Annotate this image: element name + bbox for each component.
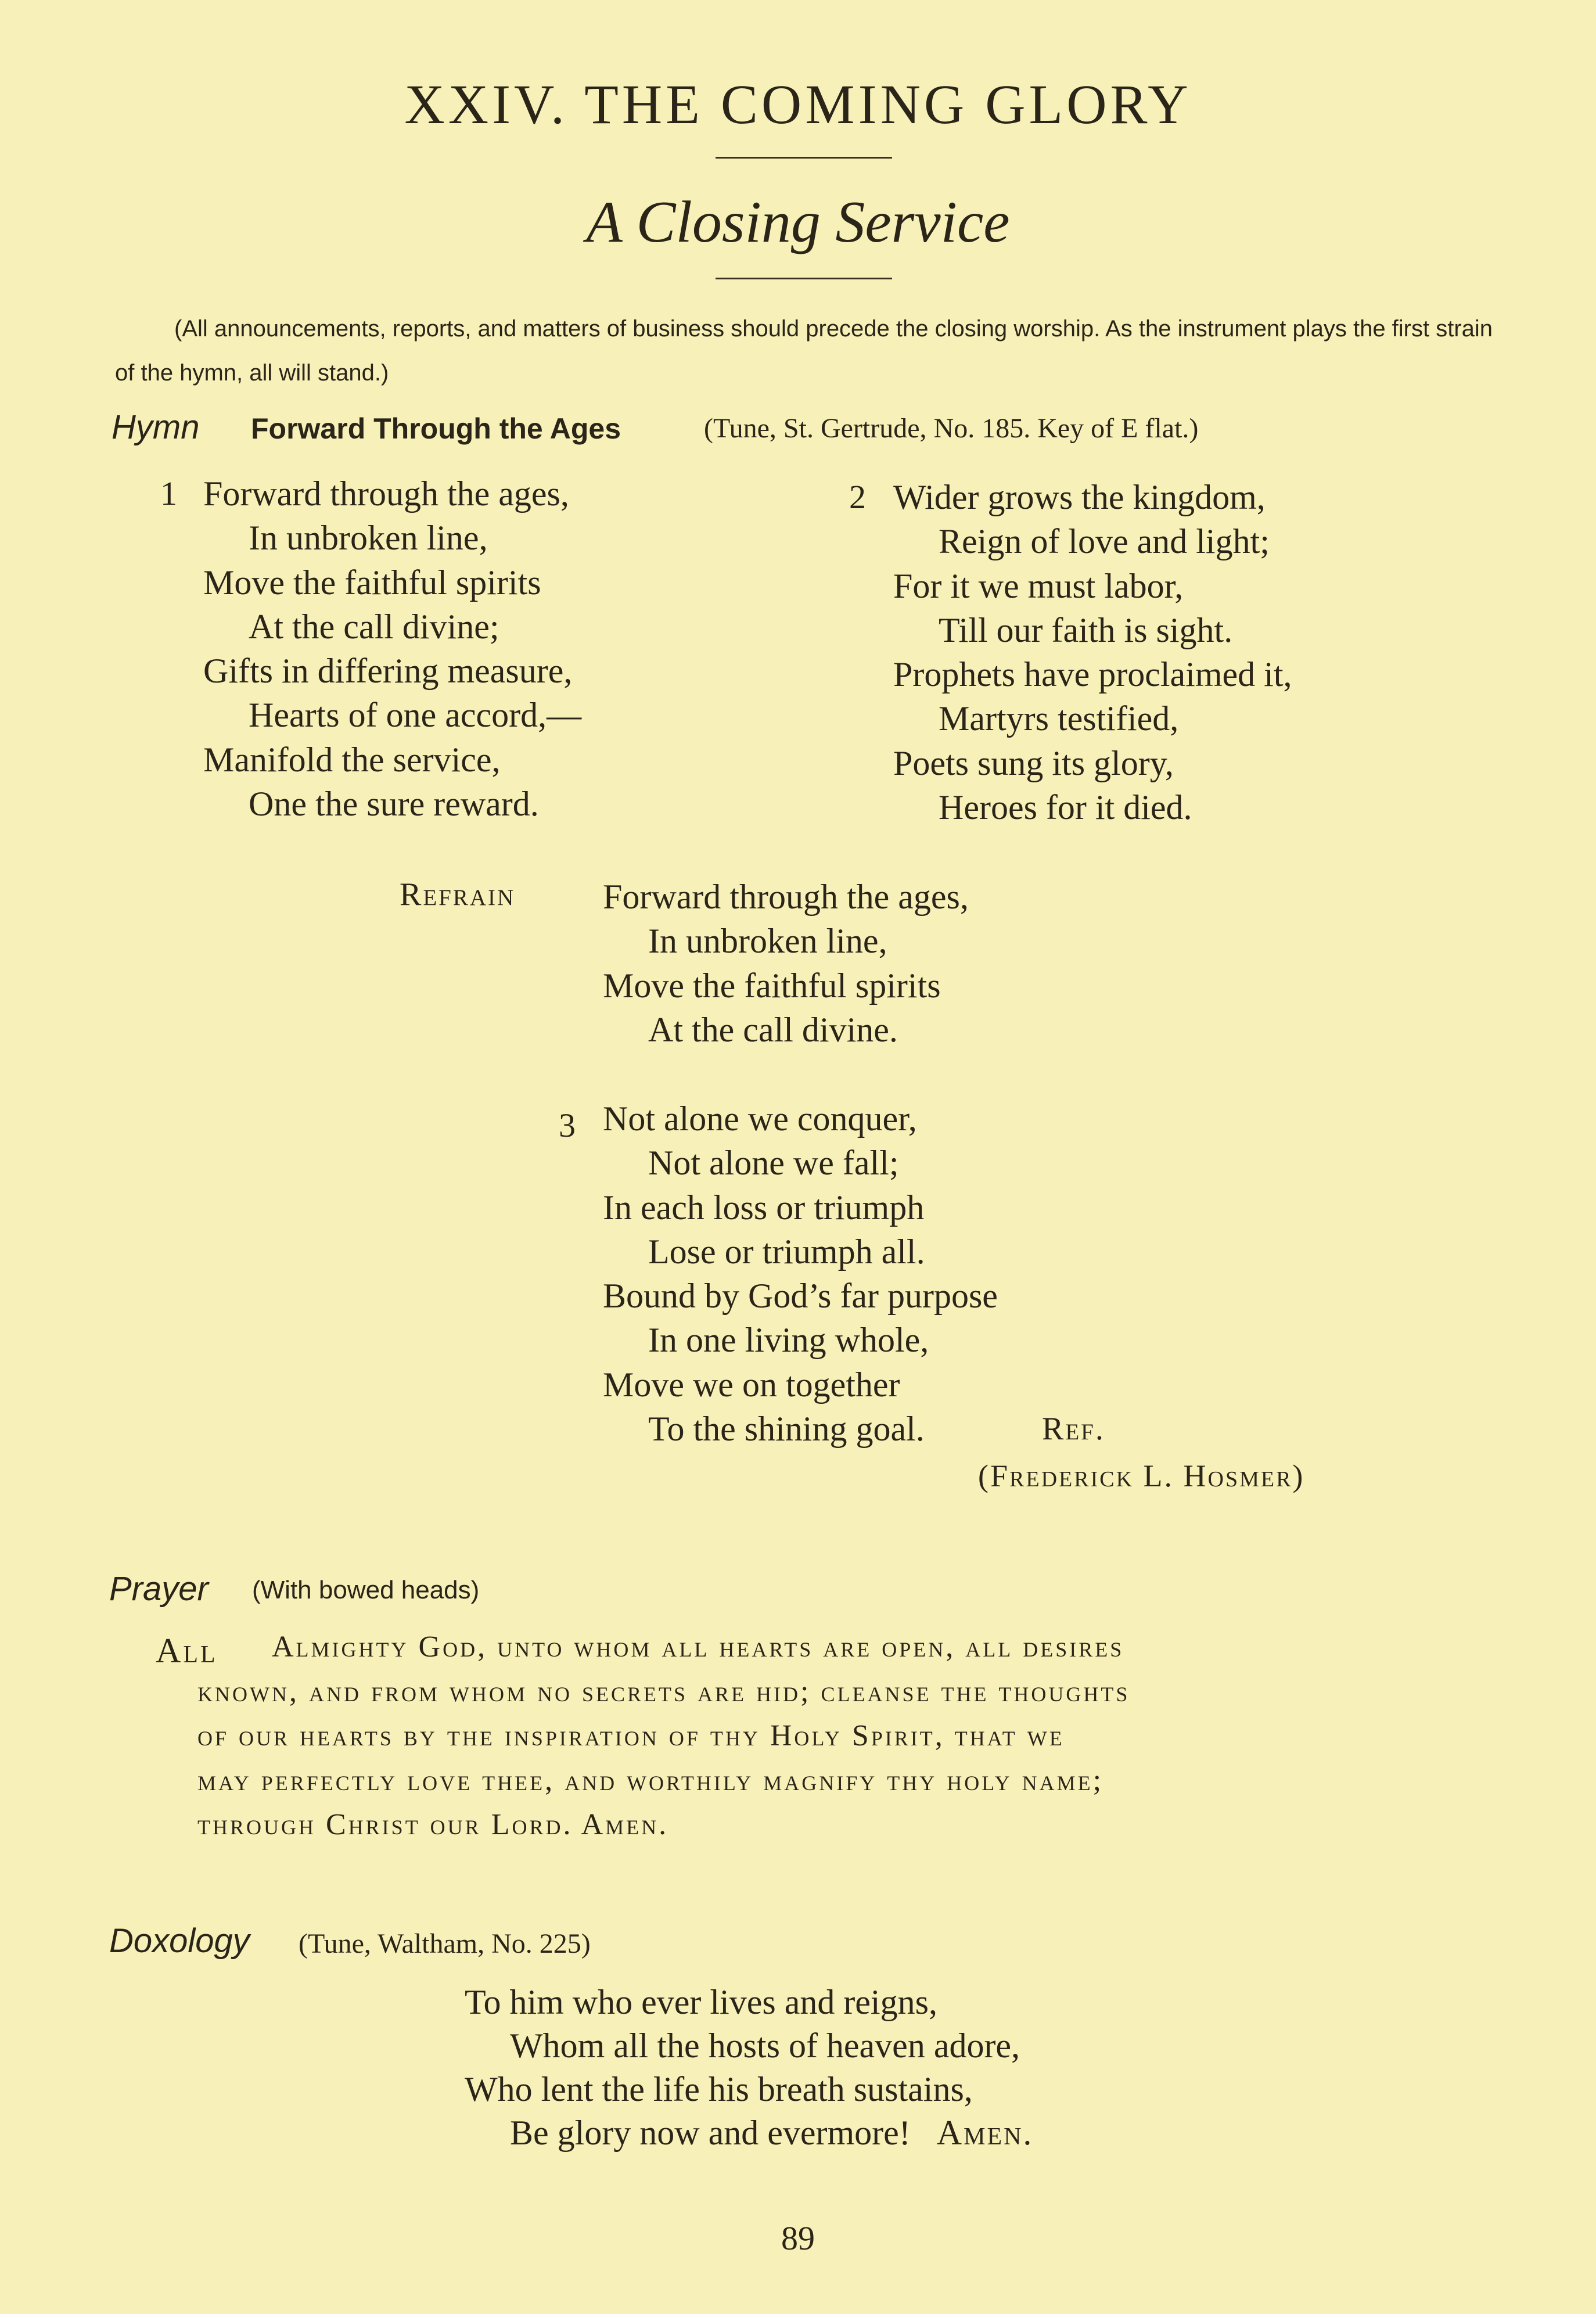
doxology-tune: (Tune, Waltham, No. 225) (299, 1928, 591, 1959)
verse-line: Till our faith is sight. (939, 610, 1233, 649)
refrain-line: Forward through the ages, (603, 878, 969, 916)
verse-line: Move the faithful spirits (203, 563, 541, 602)
verse-line: Forward through the ages, (203, 475, 569, 513)
verse-2 (893, 475, 1292, 829)
prayer-line: through Christ our Lord. Amen. (197, 1808, 669, 1841)
hymn-tune: (Tune, St. Gertrude, No. 185. Key of E flat.) (704, 413, 1199, 444)
verse-line: Wider grows the kingdom, (893, 478, 1266, 516)
verse-line: Hearts of one accord,— (249, 696, 582, 735)
subtitle-rule (716, 278, 892, 279)
verse-line: Lose or triumph all. (648, 1232, 925, 1271)
verse-line: Move we on together (603, 1365, 900, 1404)
hymn-label: Hymn (112, 408, 200, 446)
prayer-line: of our hearts by the inspiration of thy Holy Spirit, that we (197, 1719, 1065, 1752)
page-title: XXIV. THE COMING GLORY (404, 73, 1192, 135)
verse-line: In one living whole, (648, 1321, 929, 1360)
prayer-note: (With bowed heads) (252, 1576, 480, 1604)
prayer-heading (109, 1565, 209, 1622)
doxology-label: Doxology (109, 1922, 250, 1960)
verse-line: In unbroken line, (249, 519, 488, 558)
doxology-verse (465, 1981, 1033, 2155)
prayer-speaker: All (156, 1632, 218, 1670)
verse-3-number: 3 (559, 1106, 576, 1144)
title-rule (716, 157, 892, 159)
doxology-line: Whom all the hosts of heaven adore, (510, 2026, 1020, 2065)
verse-1 (203, 472, 581, 826)
prayer-text (197, 1625, 1539, 1848)
hymn-author: (Frederick L. Hosmer) (978, 1458, 1305, 1493)
refrain (603, 875, 969, 1052)
verse-line: Martyrs testified, (939, 699, 1179, 738)
verse-line: In each loss or triumph (603, 1188, 925, 1227)
verse-line: Not alone we conquer, (603, 1099, 917, 1138)
page-number: 89 (781, 2219, 815, 2257)
service-subtitle: A Closing Service (586, 189, 1010, 255)
doxology-amen: Amen. (936, 2114, 1034, 2152)
verse-3 (603, 1097, 998, 1451)
verse-1-number: 1 (160, 475, 177, 512)
doxology-line: Be glory now and evermore! (510, 2114, 911, 2152)
verse-line: Bound by God’s far purpose (603, 1277, 998, 1316)
verse-line: Gifts in differing measure, (203, 652, 573, 691)
verse-line: Manifold the service, (203, 740, 501, 779)
hymn-heading (112, 403, 199, 461)
verse-line: At the call divine; (249, 607, 499, 646)
doxology-last-line-wrap (465, 2111, 1033, 2155)
verse-2-number: 2 (849, 478, 866, 516)
refrain-line: In unbroken line, (648, 922, 887, 961)
verse-line: For it we must labor, (893, 566, 1184, 605)
verse-line: Heroes for it died. (939, 788, 1192, 827)
verse-line: Reign of love and light; (939, 522, 1270, 561)
prayer-line: known, and from whom no secrets are hid; cleanse the thoughts (197, 1675, 1130, 1708)
verse-line: One the sure reward. (249, 785, 539, 824)
doxology-heading (109, 1917, 250, 1974)
refrain-label: Refrain (400, 876, 516, 912)
verse-line: Prophets have proclaimed it, (893, 655, 1292, 694)
refrain-line: Move the faithful spirits (603, 966, 941, 1005)
intro-note: (All announcements, reports, and matters of business should precede the closing worship. As the instrument plays the first strain of the hymn, all will stand.) (115, 316, 1493, 386)
verse-line: To the shining goal. (648, 1410, 925, 1449)
refrain-marker: Ref. (1042, 1411, 1105, 1447)
verse-line: Not alone we fall; (648, 1144, 899, 1183)
verse-line: Poets sung its glory, (893, 743, 1174, 782)
refrain-line: At the call divine. (648, 1010, 898, 1049)
prayer-line: may perfectly love thee, and worthily magnify thy holy name; (197, 1763, 1104, 1797)
doxology-line: Who lent the life his breath sustains, (465, 2070, 973, 2108)
prayer-line: Almighty God, unto whom all hearts are open, all desires (272, 1630, 1124, 1663)
prayer-label: Prayer (109, 1570, 209, 1608)
doxology-line: To him who ever lives and reigns, (465, 1983, 937, 2021)
hymn-title: Forward Through the Ages (251, 412, 621, 445)
